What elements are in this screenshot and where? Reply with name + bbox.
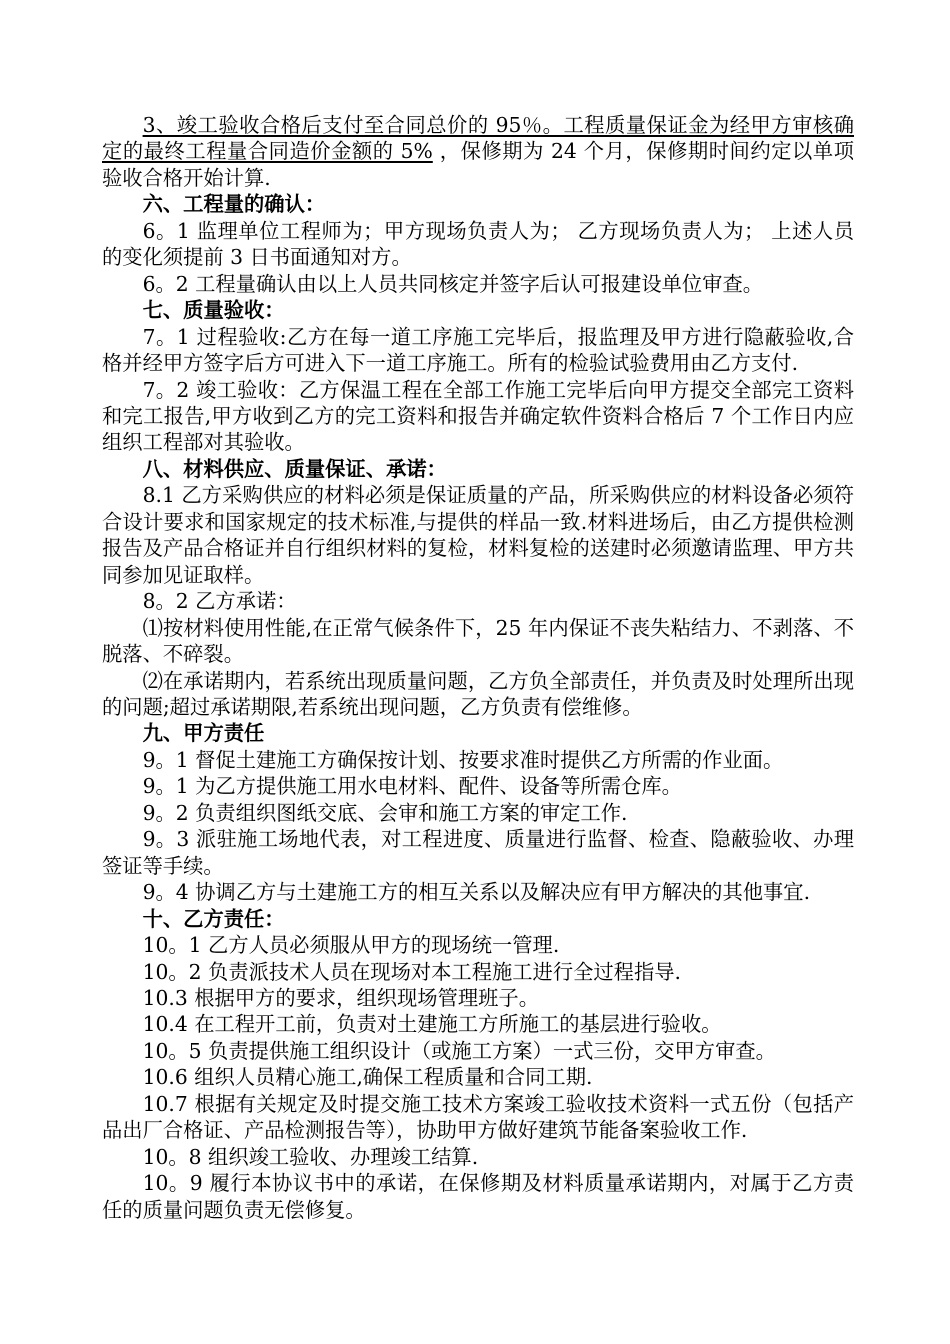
document-page xyxy=(102,112,854,1223)
paragraph-payment-terms xyxy=(102,112,854,191)
underlined-payment-text: 3、竣工验收合格后支付至合同总价的 95％。工程质量保证金为经甲方审核确定的最终工程量合同造价金额的 5% xyxy=(102,113,854,164)
clause-6-1: 6。1 监理单位工程师为；甲方现场负责人为； 乙方现场负责人为； 上述人员的变化须提前 3 日书面通知对方。 xyxy=(102,218,854,270)
clause-10-item: 10。1 乙方人员必须服从甲方的现场统一管理. xyxy=(142,933,560,958)
clause-8-2: 8。2 乙方承诺： xyxy=(142,589,297,614)
clause-8-1: 8.1 乙方采购供应的材料必须是保证质量的产品，所采购供应的材料设备必须符合设计要求和国家规定的技术标准,与提供的样品一致.材料进场后，由乙方提供检测报告及产品合格证并自行组织材料的复检，材料复检的送建时必须邀请监理、甲方共同参加见证取样。 xyxy=(102,483,854,587)
clause-10-item: 10.4 在工程开工前，负责对土建施工方所施工的基层进行验收。 xyxy=(142,1012,722,1037)
section-heading-9: 九、甲方责任 xyxy=(142,721,265,746)
clause-9-item: 9。1 督促土建施工方确保按计划、按要求准时提供乙方所需的作业面。 xyxy=(142,747,784,772)
section-heading-6: 六、工程量的确认： xyxy=(142,192,326,217)
clause-10-item: 10。9 履行本协议书中的承诺，在保修期及材料质量承诺期内，对属于乙方责任的质量问题负责无偿修复。 xyxy=(102,1171,854,1222)
clause-8-2-item-1: ⑴按材料使用性能,在正常气候条件下，25 年内保证不丧失粘结力、不剥落、不脱落、不碎裂。 xyxy=(102,615,854,667)
clause-10-item: 10。2 负责派技术人员在现场对本工程施工进行全过程指导. xyxy=(142,959,681,984)
section-heading-7: 七、质量验收： xyxy=(142,298,285,323)
clause-7-1: 7。1 过程验收:乙方在每一道工序施工完毕后，报监理及甲方进行隐蔽验收,合格并经甲方签字后方可进入下一道工序施工。所有的检验试验费用由乙方支付. xyxy=(102,324,854,376)
clause-10-item: 10.6 组织人员精心施工,确保工程质量和合同工期. xyxy=(142,1065,593,1090)
clause-10-item: 10.7 根据有关规定及时提交施工技术方案竣工验收技术资料一式五份（包括产品出厂合格证、产品检测报告等），协助甲方做好建筑节能备案验收工作. xyxy=(102,1091,854,1143)
clause-9-item: 9。3 派驻施工场地代表，对工程进度、质量进行监督、检查、隐蔽验收、办理签证等手续。 xyxy=(102,827,854,878)
section-heading-8: 八、材料供应、质量保证、承诺： xyxy=(142,456,447,481)
clause-9-item: 9。1 为乙方提供施工用水电材料、配件、设备等所需仓库。 xyxy=(142,774,682,799)
clause-10-item: 10.3 根据甲方的要求，组织现场管理班子。 xyxy=(142,985,539,1010)
clause-10-item: 10。8 组织竣工验收、办理竣工结算. xyxy=(142,1144,479,1169)
section-heading-10: 十、乙方责任： xyxy=(142,906,285,931)
clause-8-2-item-2: ⑵在承诺期内，若系统出现质量问题，乙方负全部责任，并负责及时处理所出现的问题;超过承诺期限,若系统出现问题，乙方负责有偿维修。 xyxy=(102,668,854,719)
clause-6-2: 6。2 工程量确认由以上人员共同核定并签字后认可报建设单位审查。 xyxy=(142,271,764,296)
warranty-period-text: ，保修期为 24 个月，保修期时间约定以单项验收合格开始计算. xyxy=(102,139,854,190)
clause-10-item: 10。5 负责提供施工组织设计（或施工方案）一式三份，交甲方审查。 xyxy=(142,1038,776,1063)
clause-9-item: 9。2 负责组织图纸交底、会审和施工方案的审定工作. xyxy=(142,800,628,825)
clause-7-2: 7。2 竣工验收：乙方保温工程在全部工作施工完毕后向甲方提交全部完工资料和完工报告,甲方收到乙方的完工资料和报告并确定软件资料合格后 7 个工作日内应组织工程部对其验收。 xyxy=(102,377,854,455)
clause-9-item: 9。4 协调乙方与土建施工方的相互关系以及解决应有甲方解决的其他事宜. xyxy=(142,880,811,905)
